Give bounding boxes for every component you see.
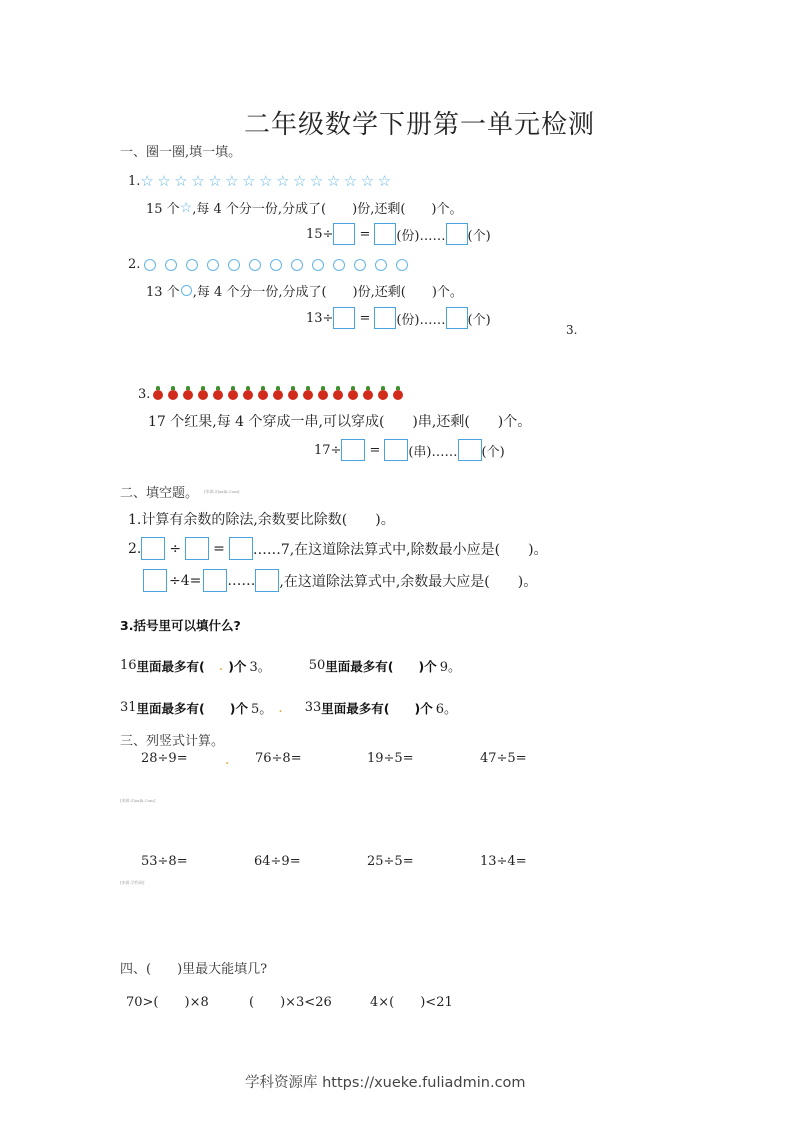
red-berry-icon bbox=[288, 390, 298, 400]
section-2-heading: 二、填空题。 [来源:Z|xx|k.Com] bbox=[120, 486, 240, 501]
section-4-heading: 四、( )里最大能填几? bbox=[120, 962, 268, 977]
answer-box[interactable] bbox=[141, 537, 165, 560]
q3-sentence: 17 个红果,每 4 个穿成一串,可以穿成( )串,还剩( )个。 bbox=[148, 414, 532, 430]
calc-item: 25÷5= bbox=[367, 854, 414, 869]
red-berry-icon bbox=[333, 390, 343, 400]
q3-equation: 17÷ = (串)…… (个) bbox=[314, 439, 505, 461]
red-berry-icon bbox=[258, 390, 268, 400]
calc-item: 13÷4= bbox=[480, 854, 527, 869]
star-icon: ☆ bbox=[179, 199, 193, 216]
red-berry-icon bbox=[168, 390, 178, 400]
answer-box[interactable] bbox=[341, 439, 365, 461]
circle-icon bbox=[207, 259, 219, 271]
red-berry-icon bbox=[393, 390, 403, 400]
red-berry-icon bbox=[198, 390, 208, 400]
answer-box[interactable] bbox=[384, 439, 408, 461]
red-berry-icon bbox=[303, 390, 313, 400]
red-berry-icon bbox=[228, 390, 238, 400]
circle-icon bbox=[186, 259, 198, 271]
answer-box[interactable] bbox=[446, 223, 468, 245]
stray-number: 3. bbox=[566, 323, 578, 337]
q1-star-row bbox=[128, 172, 395, 190]
q2-equation: 13÷ = (份)…… (个) bbox=[306, 307, 491, 329]
star-icons: ☆☆☆☆☆☆☆☆☆☆☆☆☆☆☆ bbox=[140, 172, 395, 190]
source-note: [来源:Z|xx|k.Com] bbox=[120, 798, 156, 803]
answer-box[interactable] bbox=[333, 223, 355, 245]
q1-number: 1. bbox=[128, 173, 141, 189]
calc-item: 53÷8= bbox=[141, 854, 188, 869]
circle-icon bbox=[396, 259, 408, 271]
circle-icon bbox=[270, 259, 282, 271]
calc-item: 47÷5= bbox=[480, 751, 527, 766]
s2-question-3-heading: 3.括号里可以填什么? bbox=[120, 618, 241, 633]
fill-item: ( )×3<26 bbox=[249, 995, 332, 1010]
section-1-heading: 一、圈一圈,填一填。 bbox=[120, 145, 242, 160]
calc-item: 76÷8= bbox=[255, 751, 302, 766]
answer-box[interactable] bbox=[458, 439, 482, 461]
section-3-heading: 三、列竖式计算。 bbox=[120, 734, 225, 749]
red-berry-icon bbox=[318, 390, 328, 400]
red-berry-icon bbox=[153, 390, 163, 400]
red-berry-icon bbox=[273, 390, 283, 400]
answer-box[interactable] bbox=[143, 569, 167, 592]
red-berry-icon bbox=[183, 390, 193, 400]
circle-icon bbox=[249, 259, 261, 271]
answer-box[interactable] bbox=[229, 537, 253, 560]
calc-item: 19÷5= bbox=[367, 751, 414, 766]
q3-number: 3. bbox=[138, 387, 151, 402]
page-title: 二年级数学下册第一单元检测 bbox=[244, 110, 596, 140]
circle-icon bbox=[333, 259, 345, 271]
q2-number: 2. bbox=[128, 257, 141, 272]
circle-icons bbox=[144, 257, 417, 272]
red-berry-icon bbox=[378, 390, 388, 400]
calc-item: 64÷9= bbox=[254, 854, 301, 869]
circle-icon bbox=[291, 259, 303, 271]
red-berry-icon bbox=[243, 390, 253, 400]
circle-icon bbox=[144, 259, 156, 271]
calc-item: 28÷9= bbox=[141, 751, 188, 766]
s2-question-1: 1.计算有余数的除法,余数要比除数( )。 bbox=[128, 512, 395, 528]
circle-icon bbox=[181, 285, 192, 296]
red-berry-icons bbox=[153, 387, 408, 402]
circle-icon bbox=[228, 259, 240, 271]
circle-icon bbox=[165, 259, 177, 271]
footer-source: 学科资源库 https://xueke.fuliadmin.com bbox=[245, 1075, 526, 1091]
q1-sentence: 15 个 ☆ ,每 4 个分一份,分成了( )份,还剩( )个。 bbox=[146, 199, 463, 217]
q1-equation: 15÷ = (份)…… (个) bbox=[306, 223, 491, 245]
s2-question-2: 2. ÷ = ……7,在这道除法算式中,除数最小应是( )。 bbox=[128, 537, 548, 560]
s2-q3-line-2: 31 里面最多有( )个 5。 . 33 里面最多有( )个 6。 bbox=[120, 699, 457, 717]
red-berry-icon bbox=[363, 390, 373, 400]
source-note: [来源:学科网] bbox=[120, 880, 145, 885]
stray-dot: . bbox=[225, 752, 230, 768]
answer-box[interactable] bbox=[333, 307, 355, 329]
q2-sentence: 13 个 ,每 4 个分一份,分成了( )份,还剩( )个。 bbox=[146, 285, 463, 300]
fill-item: 4×( )<21 bbox=[370, 995, 453, 1010]
answer-box[interactable] bbox=[255, 569, 279, 592]
s2-q3-line-1: 16 里面最多有( . )个 3。 50 里面最多有( )个 9。 bbox=[120, 657, 461, 675]
circle-icon bbox=[312, 259, 324, 271]
circle-icon bbox=[354, 259, 366, 271]
answer-box[interactable] bbox=[374, 307, 396, 329]
red-berry-icon bbox=[348, 390, 358, 400]
answer-box[interactable] bbox=[446, 307, 468, 329]
s2-question-2b: ÷4= …… ,在这道除法算式中,余数最大应是( )。 bbox=[143, 569, 537, 592]
answer-box[interactable] bbox=[185, 537, 209, 560]
answer-box[interactable] bbox=[203, 569, 227, 592]
circle-icon bbox=[375, 259, 387, 271]
fill-item: 70>( )×8 bbox=[126, 995, 209, 1010]
answer-box[interactable] bbox=[374, 223, 396, 245]
q3-berry-row bbox=[138, 387, 408, 402]
q2-circle-row bbox=[128, 257, 417, 272]
red-berry-icon bbox=[213, 390, 223, 400]
